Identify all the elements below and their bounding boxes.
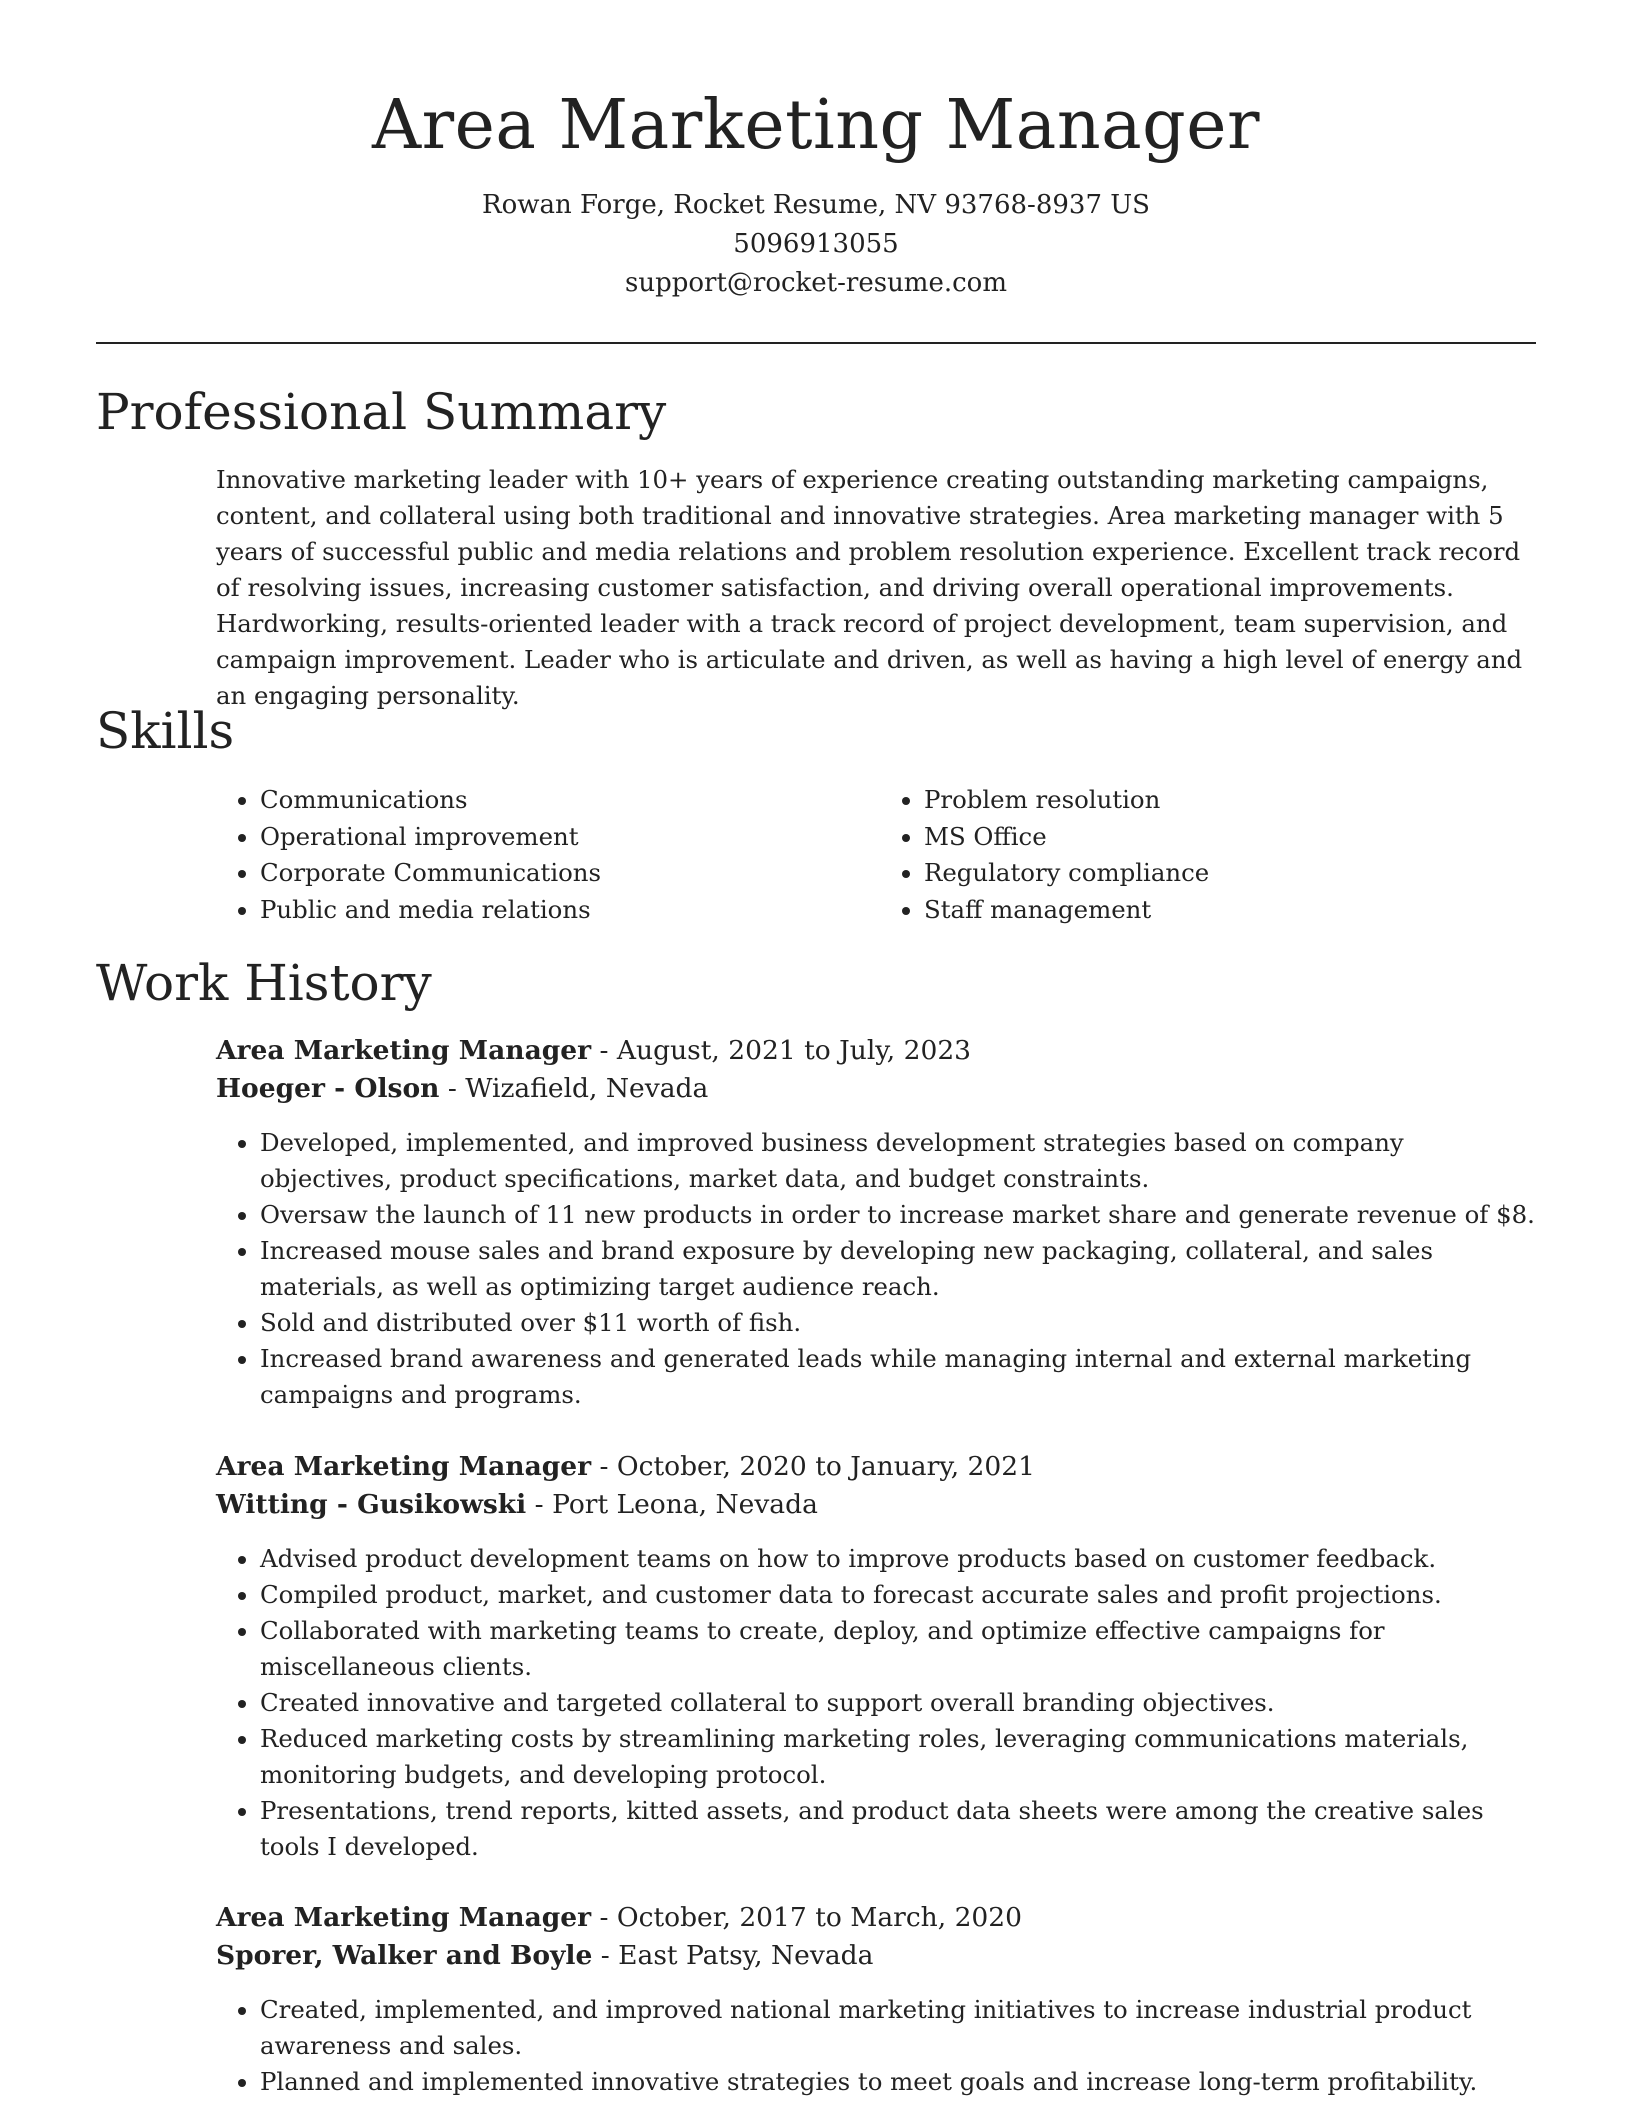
skills-heading: Skills <box>96 702 235 760</box>
skills-column-right <box>866 782 1530 928</box>
job-bullet: • Increased brand awareness and generated leads while managing internal and external marketing campaigns and programs. <box>260 1341 1536 1413</box>
contact-info <box>96 186 1536 303</box>
separator: - <box>591 1902 617 1933</box>
job-bullets <box>216 1992 1536 2100</box>
summary-heading: Professional Summary <box>96 383 667 441</box>
skill-item: • Corporate Communications <box>260 855 866 892</box>
skill-item: • Public and media relations <box>260 892 866 929</box>
job-bullet: • Developed, implemented, and improved business development strategies based on company objectives, product specifications, market data, and budget constraints. <box>260 1125 1536 1197</box>
job-company: Sporer, Walker and Boyle <box>216 1940 593 1971</box>
separator: - <box>591 1451 617 1482</box>
job-bullet: • Created, implemented, and improved national marketing initiatives to increase industrial product awareness and sales. <box>260 1992 1536 2064</box>
job-bullet: • Presentations, trend reports, kitted assets, and product data sheets were among the creative sales tools I developed. <box>260 1793 1536 1865</box>
job-dates: October, 2020 to January, 2021 <box>616 1451 1035 1482</box>
job-company: Hoeger - Olson <box>216 1073 440 1104</box>
skill-item: • Operational improvement <box>260 819 866 856</box>
job-bullet: • Advised product development teams on how to improve products based on customer feedback. <box>260 1541 1536 1577</box>
job-title: Area Marketing Manager <box>216 1902 592 1933</box>
job-bullet: • Created innovative and targeted collateral to support overall branding objectives. <box>260 1685 1536 1721</box>
job-bullets <box>216 1541 1536 1865</box>
job-company-line <box>216 1486 1536 1524</box>
separator: - <box>439 1073 466 1104</box>
job-dates: August, 2021 to July, 2023 <box>616 1035 972 1066</box>
separator: - <box>592 1940 619 1971</box>
job-bullet: • Sold and distributed over $11 worth of fish. <box>260 1305 1536 1341</box>
contact-phone: 5096913055 <box>733 229 899 259</box>
skill-item: • Staff management <box>924 892 1530 929</box>
job-bullet: • Collaborated with marketing teams to create, deploy, and optimize effective campaigns for miscellaneous clients. <box>260 1613 1536 1685</box>
job-title-line <box>216 1032 1536 1070</box>
skill-item: • Communications <box>260 782 866 819</box>
job-title-line <box>216 1448 1536 1486</box>
skills-column-left <box>216 782 866 928</box>
skills-list <box>216 782 1536 928</box>
job-title: Area Marketing Manager <box>216 1451 592 1482</box>
job-dates: October, 2017 to March, 2020 <box>616 1902 1023 1933</box>
job-location: East Patsy, Nevada <box>618 1940 874 1971</box>
work-history-heading: Work History <box>96 954 432 1012</box>
summary-text: Innovative marketing leader with 10+ years of experience creating outstanding marketing campaigns, content, and collateral using both traditional and innovative strategies. Area marketing manager with 5 years of successful public and media relations and problem resolution experience. Excellent track record of resolving issues, increasing customer satisfaction, and driving overall operational improvements. Hardworking, results-oriented leader with a track record of project development, team supervision, and campaign improvement. Leader who is articulate and driven, as well as having a high level of energy and an engaging personality. <box>216 465 1523 710</box>
skill-item: • Problem resolution <box>924 782 1530 819</box>
job-bullet: • Increased mouse sales and brand exposure by developing new packaging, collateral, and sales materials, as well as optimizing target audience reach. <box>260 1233 1536 1305</box>
job-bullet: • Oversaw the launch of 11 new products in order to increase market share and generate revenue of $8. <box>260 1197 1536 1233</box>
job-bullets <box>216 1125 1536 1413</box>
job-company-line <box>216 1937 1536 1975</box>
separator: - <box>526 1489 553 1520</box>
job-company: Witting - Gusikowski <box>216 1489 527 1520</box>
contact-email: support@rocket-resume.com <box>624 268 1007 298</box>
job-title-line <box>216 1899 1536 1937</box>
job-title: Area Marketing Manager <box>216 1035 592 1066</box>
job-bullet: • Planned and implemented innovative strategies to meet goals and increase long-term profitability. <box>260 2064 1536 2100</box>
job-location: Wizafield, Nevada <box>465 1073 709 1104</box>
job-bullet: • Reduced marketing costs by streamlining marketing roles, leveraging communications materials, monitoring budgets, and developing protocol. <box>260 1721 1536 1793</box>
job-company-line <box>216 1070 1536 1108</box>
job-location: Port Leona, Nevada <box>552 1489 818 1520</box>
contact-address: Rowan Forge, Rocket Resume, NV 93768-8937 US <box>482 190 1150 220</box>
job-entry <box>216 1448 1536 1865</box>
job-bullet: • Compiled product, market, and customer data to forecast accurate sales and profit projections. <box>260 1577 1536 1613</box>
separator: - <box>591 1035 617 1066</box>
header-divider <box>96 342 1536 344</box>
job-entry <box>216 1032 1536 1413</box>
skill-item: • MS Office <box>924 819 1530 856</box>
resume-header <box>96 80 1536 303</box>
job-entry <box>216 1899 1536 2100</box>
skill-item: • Regulatory compliance <box>924 855 1530 892</box>
page-title: Area Marketing Manager <box>372 86 1260 165</box>
